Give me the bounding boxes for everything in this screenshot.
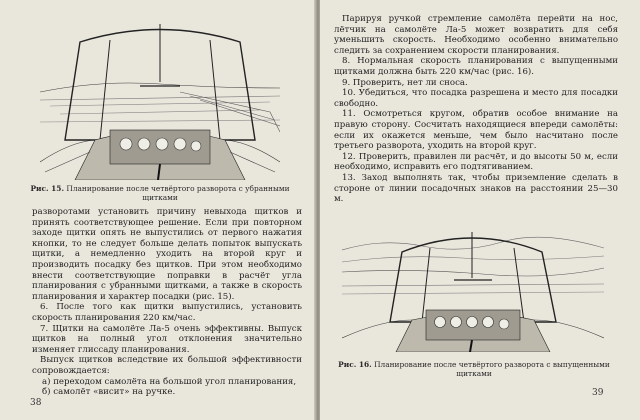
paragraph: 6. После того как щитки выпустились, установить скорость планирования 220 км/час. <box>32 302 302 323</box>
paragraph: а) переходом самолёта на большой угол планирования, <box>42 376 297 387</box>
left-body-text <box>32 207 302 398</box>
right-body-text <box>334 14 618 205</box>
left-page <box>0 0 316 420</box>
page-number: 38 <box>30 398 42 408</box>
figure-15-illustration <box>40 22 280 180</box>
paragraph: 7. Щитки на самолёте Ла-5 очень эффективны. Выпуск щитков на полный угол отклонения значительно изменяет глиссаду планирования. <box>32 323 302 355</box>
paragraph: разворотами установить причину невыхода щитков и принять соответствующее решение. Если при повторном заходе щитки опять не выпустились от первого нажатия кнопки, то не следует больше делать попыток выпускать щитки, а немедленно уходить на второй круг и производить посадку без щитков. При этом необходимо внести соответствующие поправки в расчёт угла планирования с убранными щитками, а также в скорость планирования и характер посадки (рис. 15). <box>32 207 302 302</box>
page-number: 39 <box>592 388 604 398</box>
paragraph: 13. Заход выполнять так, чтобы приземление сделать в стороне от линии посадочных знаков на расстоянии 25—30 м. <box>334 172 618 205</box>
figure-16-caption <box>338 360 610 378</box>
caption-text: Планирование после четвёртого разворота с убранными щитками <box>66 184 290 202</box>
paragraph: Парируя ручкой стремление самолёта перейти на нос, лётчик на самолёте Ла-5 может возвратить для себя уменьшить скорость. Необходимо особенно внимательно следить за сохранением скорости планирования. <box>334 14 618 56</box>
caption-label: Рис. 15. <box>30 184 65 193</box>
paragraph: 9. Проверить, нет ли сноса. <box>342 77 468 88</box>
caption-text: Планирование после четвёртого разворота с выпущенными щитками <box>374 360 610 378</box>
cockpit-illustration-flaps-down <box>342 228 604 352</box>
caption-label: Рис. 16. <box>338 360 372 369</box>
right-page <box>320 0 640 420</box>
paragraph: 11. Осмотреться кругом, обратив особое внимание на правую сторону. Сосчитать находящиеся впереди самолёты: если их окажется меньше, чем было насчитано после третьего разворота, уходить на второй круг. <box>334 109 618 152</box>
figure-15-caption <box>22 184 298 202</box>
paragraph: 10. Убедиться, что посадка разрешена и место для посадки свободно. <box>334 88 618 109</box>
cockpit-illustration-flaps-up <box>40 22 280 180</box>
figure-16-illustration <box>342 228 604 352</box>
paragraph: 8. Нормальная скорость планирования с выпущенными щитками должна быть 220 км/час (рис. 16). <box>334 56 618 77</box>
paragraph: Выпуск щитков вследствие их большой эффективности сопровождается: <box>32 355 302 376</box>
paragraph: б) самолёт «висит» на ручке. <box>42 387 176 398</box>
paragraph: 12. Проверить, правилен ли расчёт, и до высоты 50 м, если необходимо, исправить его подтягиванием. <box>334 151 618 173</box>
